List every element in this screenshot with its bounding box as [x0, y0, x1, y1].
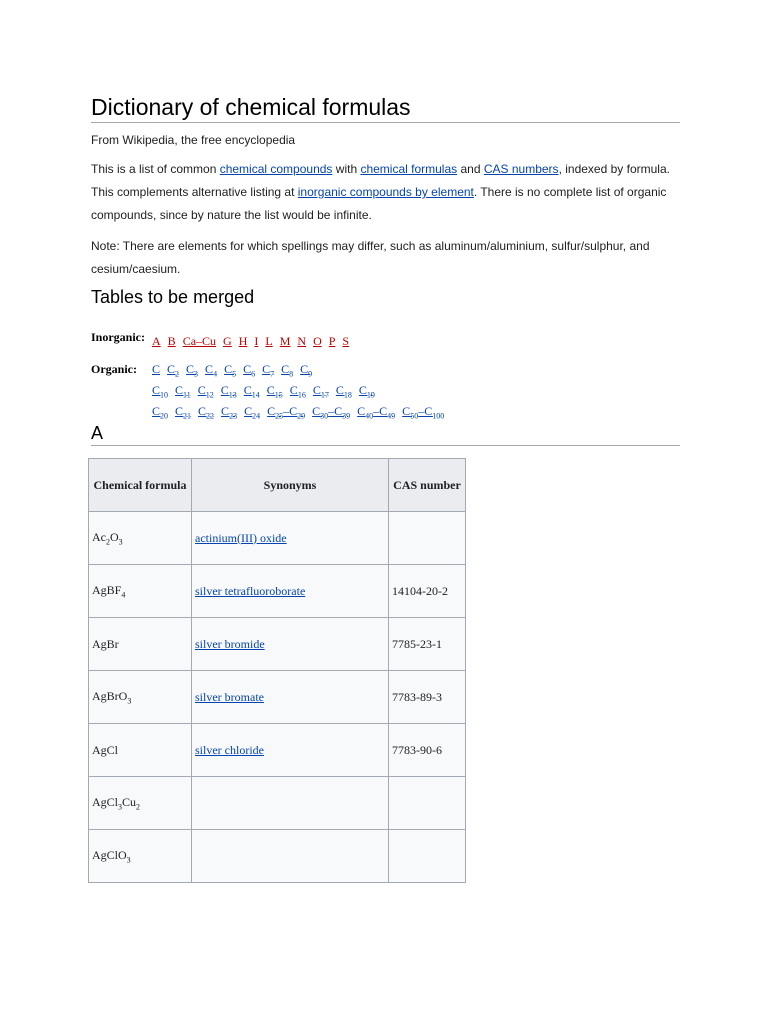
formula-cell: AgClO$_3$ [89, 830, 192, 883]
organic-index-link[interactable]: $C_{11}$ [175, 383, 191, 400]
organic-index-link[interactable]: $C_{50}-C_{100}$ [402, 404, 445, 421]
inorganic-index-link[interactable]: A [152, 334, 161, 348]
intro-text-3: and [457, 162, 484, 176]
organic-index-link[interactable]: $C_{22}$ [198, 404, 215, 421]
intro-text-5: . There is no complete list of organic compounds, since by nature the list would be infinite. [91, 185, 667, 222]
intro-text-2: with [332, 162, 361, 176]
organic-index-link[interactable]: $C_{14}$ [243, 383, 260, 400]
organic-index-link[interactable]: $C_3$ [186, 362, 199, 379]
inorganic-index-link[interactable]: M [279, 334, 291, 348]
link-inorganic-compounds-by-element[interactable]: inorganic compounds by element [297, 185, 474, 199]
organic-index-link[interactable]: C [152, 362, 161, 376]
synonym-link[interactable]: silver bromate [195, 689, 264, 704]
organic-index-link[interactable]: $C_{16}$ [289, 383, 306, 400]
section-heading-a: A [91, 421, 680, 446]
synonym-link[interactable]: silver chloride [195, 742, 264, 757]
table-row [89, 618, 466, 671]
table-row [89, 565, 466, 618]
header-chemical-formula: Chemical formula [89, 459, 192, 512]
organic-index-row-1 [152, 362, 319, 378]
tagline: From Wikipedia, the free encyclopedia [91, 133, 296, 147]
organic-index-link[interactable]: $C_{10}$ [152, 383, 169, 400]
organic-index-link[interactable]: $C_{18}$ [335, 383, 352, 400]
organic-label: Organic: [91, 362, 137, 376]
cas-cell [389, 777, 466, 830]
organic-index-link[interactable]: $C_{30}-C_{39}$ [312, 404, 351, 421]
inorganic-index-link[interactable]: S [342, 334, 350, 348]
formula-table [88, 458, 466, 883]
synonym-cell [192, 724, 389, 777]
organic-index-link[interactable]: $C_5$ [224, 362, 237, 379]
organic-index-row-3 [152, 404, 451, 420]
organic-index-link[interactable]: $C_9$ [300, 362, 313, 379]
formula-cell: $AgCl_3Cu_2$ [89, 777, 192, 830]
organic-index-link[interactable]: $C_7$ [262, 362, 275, 379]
organic-index-link[interactable]: $C_{13}$ [220, 383, 237, 400]
link-cas-numbers[interactable]: CAS numbers [483, 162, 559, 176]
intro-text-1: This is a list of common [91, 162, 220, 176]
organic-index-link[interactable]: $C_{21}$ [175, 404, 192, 421]
table-row [89, 777, 466, 830]
organic-index-link[interactable]: $C_{20}$ [152, 404, 169, 421]
cas-cell: 7785-23-1 [389, 618, 466, 671]
synonym-cell [192, 618, 389, 671]
inorganic-index-link[interactable]: Ca–Cu [182, 334, 217, 348]
inorganic-index-link[interactable]: G [223, 334, 232, 348]
table-header-row [89, 459, 466, 512]
organic-index-link[interactable]: $C_6$ [243, 362, 256, 379]
intro-paragraph [91, 158, 681, 227]
link-chemical-formulas[interactable]: chemical formulas [360, 162, 458, 176]
cas-cell: 14104-20-2 [389, 565, 466, 618]
inorganic-index-link[interactable]: P [328, 334, 336, 348]
synonym-cell [192, 512, 389, 565]
table-row [89, 724, 466, 777]
synonym-link[interactable]: actinium(III) oxide [195, 530, 287, 545]
cas-cell [389, 512, 466, 565]
formula-cell: AgCl [89, 724, 192, 777]
table-body [89, 512, 466, 883]
organic-index-row-2 [152, 383, 382, 399]
synonym-link[interactable]: silver bromide [195, 636, 265, 651]
organic-index-link[interactable]: $C_{19}$ [358, 383, 375, 400]
organic-index-link[interactable]: $C_{12}$ [197, 383, 214, 400]
inorganic-index-link[interactable]: L [265, 334, 273, 348]
organic-index-link[interactable]: $C_4$ [205, 362, 218, 379]
note-paragraph: Note: There are elements for which spellings may differ, such as aluminum/aluminium, sulfur/sulphur, and cesium/caesium. [91, 239, 650, 276]
inorganic-label: Inorganic: [91, 330, 145, 344]
header-synonyms: Synonyms [192, 459, 389, 512]
organic-index-link[interactable]: $C_2$ [167, 362, 180, 379]
inorganic-index-link[interactable]: O [313, 334, 322, 348]
organic-index-link[interactable]: $C_{23}$ [221, 404, 238, 421]
table-row [89, 830, 466, 883]
organic-index-link[interactable]: $C_{24}$ [244, 404, 261, 421]
synonym-cell [192, 777, 389, 830]
page-title: Dictionary of chemical formulas [91, 92, 680, 123]
inorganic-index-link[interactable]: I [254, 334, 259, 348]
organic-index-link[interactable]: $C_{15}$ [266, 383, 283, 400]
organic-index-link[interactable]: $C_{40}-C_{49}$ [357, 404, 396, 421]
cas-cell [389, 830, 466, 883]
inorganic-index [152, 334, 356, 349]
table-row [89, 671, 466, 724]
inorganic-index-link[interactable]: B [167, 334, 176, 348]
intro-text-4: , indexed by formula. This complements alternative listing at [91, 162, 670, 199]
organic-index-link[interactable]: $C_8$ [281, 362, 294, 379]
formula-cell: AgBF$_4$ [89, 565, 192, 618]
formula-cell: $Ac_2O_3$ [89, 512, 192, 565]
formula-cell: AgBr [89, 618, 192, 671]
synonym-cell [192, 830, 389, 883]
cas-cell: 7783-89-3 [389, 671, 466, 724]
organic-index-link[interactable]: $C_{25}-C_{29}$ [267, 404, 306, 421]
formula-cell: AgBrO$_3$ [89, 671, 192, 724]
header-cas-number: CAS number [389, 459, 466, 512]
cas-cell: 7783-90-6 [389, 724, 466, 777]
organic-index-link[interactable]: $C_{17}$ [312, 383, 329, 400]
inorganic-index-link[interactable]: N [297, 334, 307, 348]
link-chemical-compounds[interactable]: chemical compounds [219, 162, 333, 176]
section-heading-tables: Tables to be merged [91, 287, 255, 307]
table-row [89, 512, 466, 565]
synonym-cell [192, 671, 389, 724]
synonym-link[interactable]: silver tetrafluoroborate [195, 583, 306, 598]
synonym-cell [192, 565, 389, 618]
inorganic-index-link[interactable]: H [238, 334, 248, 348]
